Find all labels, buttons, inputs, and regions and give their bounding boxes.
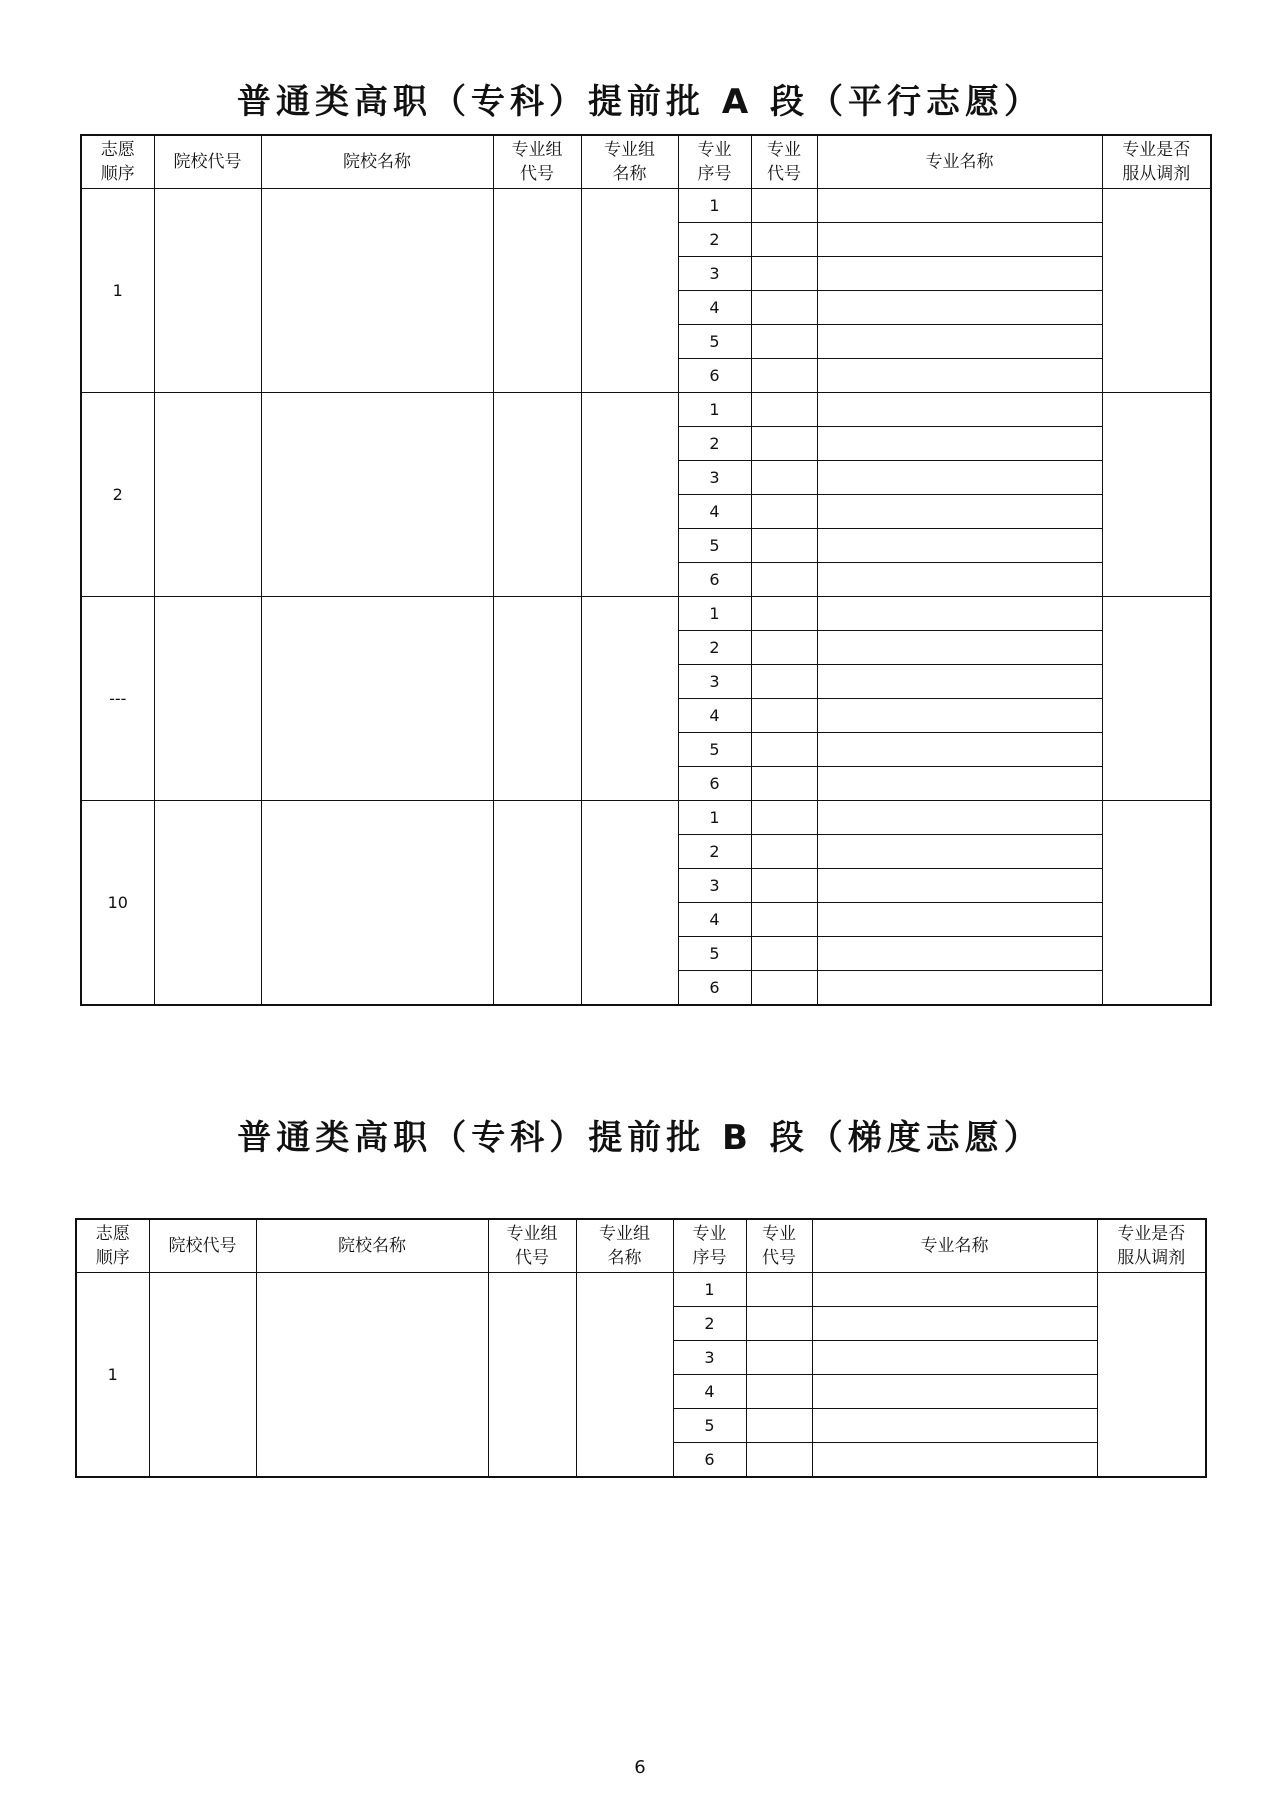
header-group-name-line: 名称 <box>607 1248 642 1268</box>
header-major-code <box>746 1219 812 1273</box>
major-code-input[interactable] <box>751 597 817 631</box>
major-code-input[interactable] <box>751 189 817 223</box>
school-name-input[interactable] <box>261 597 493 801</box>
header-group-name-line: 名称 <box>612 164 647 184</box>
header-major-code-line: 专业 <box>767 140 801 160</box>
major-seq-cell: 3 <box>678 869 751 903</box>
major-code-input[interactable] <box>746 1409 812 1443</box>
major-name-input[interactable] <box>817 767 1102 801</box>
major-name-input[interactable] <box>812 1273 1097 1307</box>
header-major-seq <box>678 135 751 189</box>
major-name-input[interactable] <box>817 903 1102 937</box>
major-seq-cell: 3 <box>673 1341 746 1375</box>
school-code-input[interactable] <box>149 1273 256 1478</box>
header-group-name-line: 专业组 <box>604 140 655 160</box>
major-seq-cell: 6 <box>673 1443 746 1478</box>
major-seq-cell: 6 <box>678 359 751 393</box>
header-group-name <box>576 1219 673 1273</box>
major-seq-cell: 6 <box>678 563 751 597</box>
header-adjust <box>1097 1219 1206 1273</box>
header-major-code-line: 代号 <box>767 164 801 184</box>
major-seq-cell: 2 <box>678 835 751 869</box>
major-name-input[interactable] <box>817 733 1102 767</box>
page-number: 6 <box>634 1757 646 1778</box>
school-code-input[interactable] <box>154 597 261 801</box>
group-name-input[interactable] <box>581 393 678 597</box>
adjust-input[interactable] <box>1102 801 1211 1006</box>
major-name-input[interactable] <box>817 937 1102 971</box>
major-name-input[interactable] <box>817 495 1102 529</box>
table-row <box>81 189 1211 223</box>
header-row <box>81 135 1211 189</box>
section-b-title: 普通类高职（专科）提前批 B 段（梯度志愿） <box>237 1118 1043 1158</box>
header-school-name: 院校名称 <box>256 1219 488 1273</box>
major-code-input[interactable] <box>751 971 817 1006</box>
header-group-code-line: 代号 <box>515 1248 549 1268</box>
wish-order-cell: 2 <box>81 393 154 597</box>
major-name-input[interactable] <box>817 835 1102 869</box>
major-seq-cell: 4 <box>673 1375 746 1409</box>
header-major-seq-line: 序号 <box>697 164 732 184</box>
major-code-input[interactable] <box>751 393 817 427</box>
major-name-input[interactable] <box>817 223 1102 257</box>
major-seq-cell: 4 <box>678 495 751 529</box>
header-school-code: 院校代号 <box>154 135 261 189</box>
major-name-input[interactable] <box>817 393 1102 427</box>
wish-order-cell: 10 <box>81 801 154 1006</box>
header-major-name: 专业名称 <box>812 1219 1097 1273</box>
major-seq-cell: 1 <box>678 801 751 835</box>
major-seq-cell: 1 <box>678 597 751 631</box>
school-code-input[interactable] <box>154 801 261 1006</box>
school-name-input[interactable] <box>256 1273 488 1478</box>
major-code-input[interactable] <box>751 665 817 699</box>
header-group-code <box>493 135 581 189</box>
major-seq-cell: 2 <box>673 1307 746 1341</box>
major-name-input[interactable] <box>812 1443 1097 1478</box>
major-seq-cell: 1 <box>678 189 751 223</box>
group-name-input[interactable] <box>581 801 678 1006</box>
major-name-input[interactable] <box>817 291 1102 325</box>
header-major-code-line: 代号 <box>762 1248 796 1268</box>
major-code-input[interactable] <box>751 835 817 869</box>
header-adjust-line: 服从调剂 <box>1122 164 1191 184</box>
major-seq-cell: 5 <box>678 733 751 767</box>
header-wish-order-line: 顺序 <box>95 1248 130 1268</box>
header-wish-order-line: 志愿 <box>100 140 135 160</box>
header-major-seq <box>673 1219 746 1273</box>
major-code-input[interactable] <box>751 699 817 733</box>
school-name-input[interactable] <box>261 189 493 393</box>
major-name-input[interactable] <box>817 563 1102 597</box>
major-code-input[interactable] <box>751 427 817 461</box>
major-seq-cell: 5 <box>678 529 751 563</box>
major-name-input[interactable] <box>817 801 1102 835</box>
table-row <box>81 597 1211 631</box>
major-code-input[interactable] <box>751 937 817 971</box>
school-name-input[interactable] <box>261 393 493 597</box>
major-name-input[interactable] <box>817 699 1102 733</box>
major-name-input[interactable] <box>817 427 1102 461</box>
group-code-input[interactable] <box>493 393 581 597</box>
group-name-input[interactable] <box>576 1273 673 1478</box>
header-adjust-line: 专业是否 <box>1117 1224 1186 1244</box>
major-name-input[interactable] <box>812 1341 1097 1375</box>
table-row <box>81 393 1211 427</box>
major-seq-cell: 5 <box>678 937 751 971</box>
adjust-input[interactable] <box>1097 1273 1206 1478</box>
group-code-input[interactable] <box>493 597 581 801</box>
section-b-table <box>75 1218 1207 1478</box>
major-code-input[interactable] <box>751 529 817 563</box>
wish-order-cell: --- <box>81 597 154 801</box>
major-name-input[interactable] <box>817 461 1102 495</box>
header-major-seq-line: 序号 <box>692 1248 727 1268</box>
major-name-input[interactable] <box>817 597 1102 631</box>
header-group-name-line: 专业组 <box>599 1224 650 1244</box>
wish-order-cell: 1 <box>76 1273 149 1478</box>
major-name-input[interactable] <box>817 665 1102 699</box>
major-code-input[interactable] <box>751 291 817 325</box>
major-seq-cell: 5 <box>673 1409 746 1443</box>
major-name-input[interactable] <box>817 359 1102 393</box>
major-code-input[interactable] <box>751 461 817 495</box>
header-major-code <box>751 135 817 189</box>
major-seq-cell: 3 <box>678 665 751 699</box>
header-major-seq-line: 专业 <box>697 140 732 160</box>
major-seq-cell: 6 <box>678 767 751 801</box>
header-group-code <box>488 1219 576 1273</box>
major-code-input[interactable] <box>751 325 817 359</box>
major-code-input[interactable] <box>751 223 817 257</box>
adjust-input[interactable] <box>1102 597 1211 801</box>
major-seq-cell: 3 <box>678 257 751 291</box>
major-name-input[interactable] <box>812 1375 1097 1409</box>
major-seq-cell: 5 <box>678 325 751 359</box>
header-wish-order <box>76 1219 149 1273</box>
group-name-input[interactable] <box>581 189 678 393</box>
major-seq-cell: 3 <box>678 461 751 495</box>
major-seq-cell: 2 <box>678 427 751 461</box>
adjust-input[interactable] <box>1102 189 1211 393</box>
major-code-input[interactable] <box>746 1341 812 1375</box>
major-code-input[interactable] <box>751 801 817 835</box>
header-adjust-line: 专业是否 <box>1122 140 1191 160</box>
group-code-input[interactable] <box>493 189 581 393</box>
header-row <box>76 1219 1206 1273</box>
adjust-input[interactable] <box>1102 393 1211 597</box>
major-code-input[interactable] <box>746 1307 812 1341</box>
major-seq-cell: 2 <box>678 631 751 665</box>
major-code-input[interactable] <box>751 733 817 767</box>
header-wish-order-line: 志愿 <box>95 1224 130 1244</box>
major-name-input[interactable] <box>817 257 1102 291</box>
major-seq-cell: 1 <box>673 1273 746 1307</box>
school-code-input[interactable] <box>154 393 261 597</box>
major-code-input[interactable] <box>751 359 817 393</box>
header-school-code: 院校代号 <box>149 1219 256 1273</box>
major-seq-cell: 4 <box>678 903 751 937</box>
major-name-input[interactable] <box>817 529 1102 563</box>
table-row <box>81 801 1211 835</box>
major-name-input[interactable] <box>817 869 1102 903</box>
major-code-input[interactable] <box>746 1443 812 1478</box>
major-seq-cell: 2 <box>678 223 751 257</box>
header-group-code-line: 代号 <box>520 164 554 184</box>
major-name-input[interactable] <box>817 189 1102 223</box>
group-name-input[interactable] <box>581 597 678 801</box>
school-name-input[interactable] <box>261 801 493 1006</box>
group-code-input[interactable] <box>488 1273 576 1478</box>
header-group-code-line: 专业组 <box>511 140 563 160</box>
header-adjust <box>1102 135 1211 189</box>
major-code-input[interactable] <box>751 563 817 597</box>
major-name-input[interactable] <box>817 325 1102 359</box>
major-seq-cell: 4 <box>678 291 751 325</box>
header-wish-order <box>81 135 154 189</box>
major-code-input[interactable] <box>751 767 817 801</box>
header-major-name: 专业名称 <box>817 135 1102 189</box>
major-code-input[interactable] <box>751 631 817 665</box>
header-major-code-line: 专业 <box>762 1224 796 1244</box>
major-seq-cell: 6 <box>678 971 751 1006</box>
major-name-input[interactable] <box>817 631 1102 665</box>
major-name-input[interactable] <box>812 1409 1097 1443</box>
header-group-code-line: 专业组 <box>506 1224 558 1244</box>
table-row <box>76 1273 1206 1307</box>
header-wish-order-line: 顺序 <box>100 164 135 184</box>
major-code-input[interactable] <box>751 903 817 937</box>
wish-order-cell: 1 <box>81 189 154 393</box>
major-code-input[interactable] <box>751 495 817 529</box>
header-group-name <box>581 135 678 189</box>
header-adjust-line: 服从调剂 <box>1117 1248 1186 1268</box>
section-a-title: 普通类高职（专科）提前批 A 段（平行志愿） <box>237 82 1043 122</box>
major-seq-cell: 1 <box>678 393 751 427</box>
major-seq-cell: 4 <box>678 699 751 733</box>
section-a-table <box>80 134 1212 1006</box>
header-school-name: 院校名称 <box>261 135 493 189</box>
major-code-input[interactable] <box>746 1375 812 1409</box>
header-major-seq-line: 专业 <box>692 1224 727 1244</box>
major-code-input[interactable] <box>746 1273 812 1307</box>
major-code-input[interactable] <box>751 869 817 903</box>
school-code-input[interactable] <box>154 189 261 393</box>
major-name-input[interactable] <box>812 1307 1097 1341</box>
major-name-input[interactable] <box>817 971 1102 1006</box>
major-code-input[interactable] <box>751 257 817 291</box>
group-code-input[interactable] <box>493 801 581 1006</box>
